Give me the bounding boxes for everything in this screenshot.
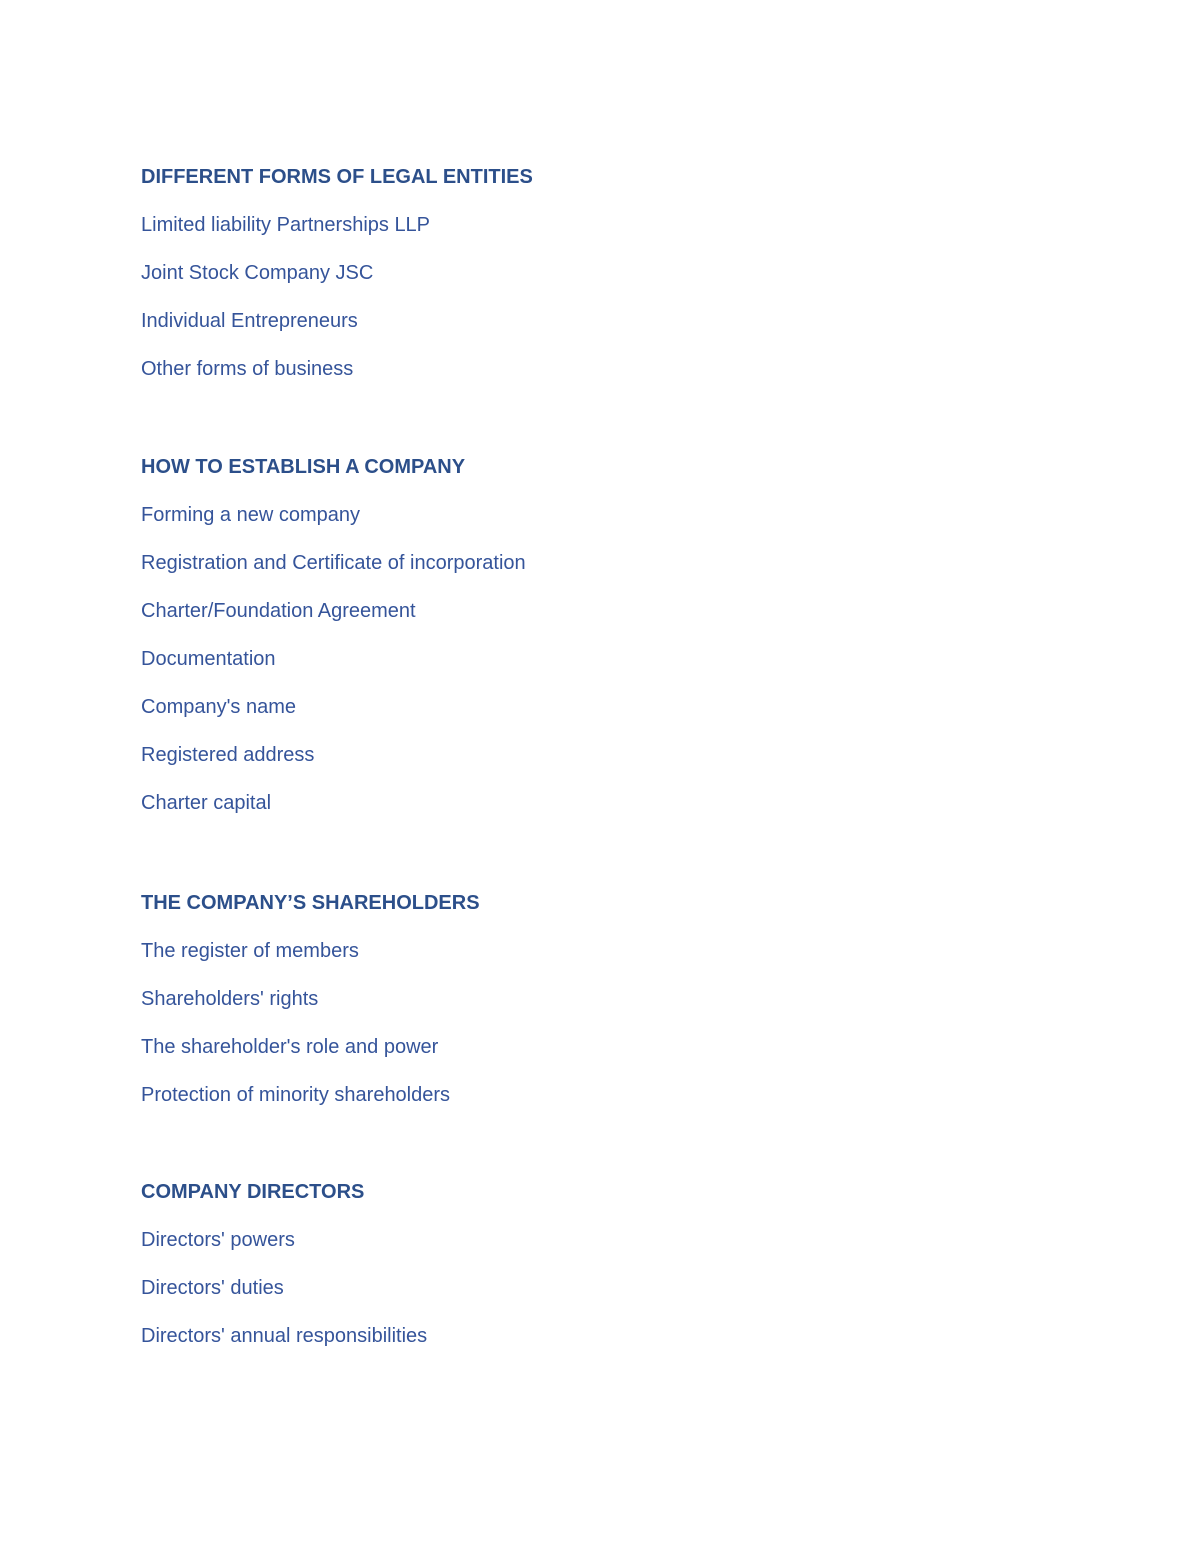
- section-heading: HOW TO ESTABLISH A COMPANY: [141, 456, 466, 478]
- list-item: Directors' duties: [141, 1277, 284, 1299]
- section-item-list: [141, 213, 533, 381]
- list-item: Documentation: [141, 648, 276, 670]
- section-item-list: [141, 1228, 427, 1348]
- list-item: Forming a new company: [141, 504, 360, 526]
- list-item: Registration and Certificate of incorporation: [141, 552, 526, 574]
- section-directors: [141, 1180, 427, 1348]
- list-item: Protection of minority shareholders: [141, 1084, 451, 1106]
- section-heading: THE COMPANY’S SHAREHOLDERS: [141, 892, 480, 914]
- list-item: Directors' powers: [141, 1229, 295, 1251]
- list-item: Company's name: [141, 696, 296, 718]
- list-item: Other forms of business: [141, 358, 354, 380]
- list-item: Charter/Foundation Agreement: [141, 600, 416, 622]
- section-item-list: [141, 503, 526, 815]
- list-item: The shareholder's role and power: [141, 1036, 439, 1058]
- list-item: Registered address: [141, 744, 315, 766]
- list-item: Joint Stock Company JSC: [141, 262, 374, 284]
- list-item: Limited liability Partnerships LLP: [141, 214, 431, 236]
- section-heading: COMPANY DIRECTORS: [141, 1181, 365, 1203]
- section-shareholders: [141, 891, 480, 1107]
- section-item-list: [141, 939, 480, 1107]
- list-item: The register of members: [141, 940, 359, 962]
- list-item: Shareholders' rights: [141, 988, 319, 1010]
- list-item: Directors' annual responsibilities: [141, 1325, 428, 1347]
- list-item: Charter capital: [141, 792, 272, 814]
- section-establish-company: [141, 455, 526, 815]
- section-heading: DIFFERENT FORMS OF LEGAL ENTITIES: [141, 166, 533, 188]
- section-legal-entities: [141, 165, 533, 381]
- list-item: Individual Entrepreneurs: [141, 310, 358, 332]
